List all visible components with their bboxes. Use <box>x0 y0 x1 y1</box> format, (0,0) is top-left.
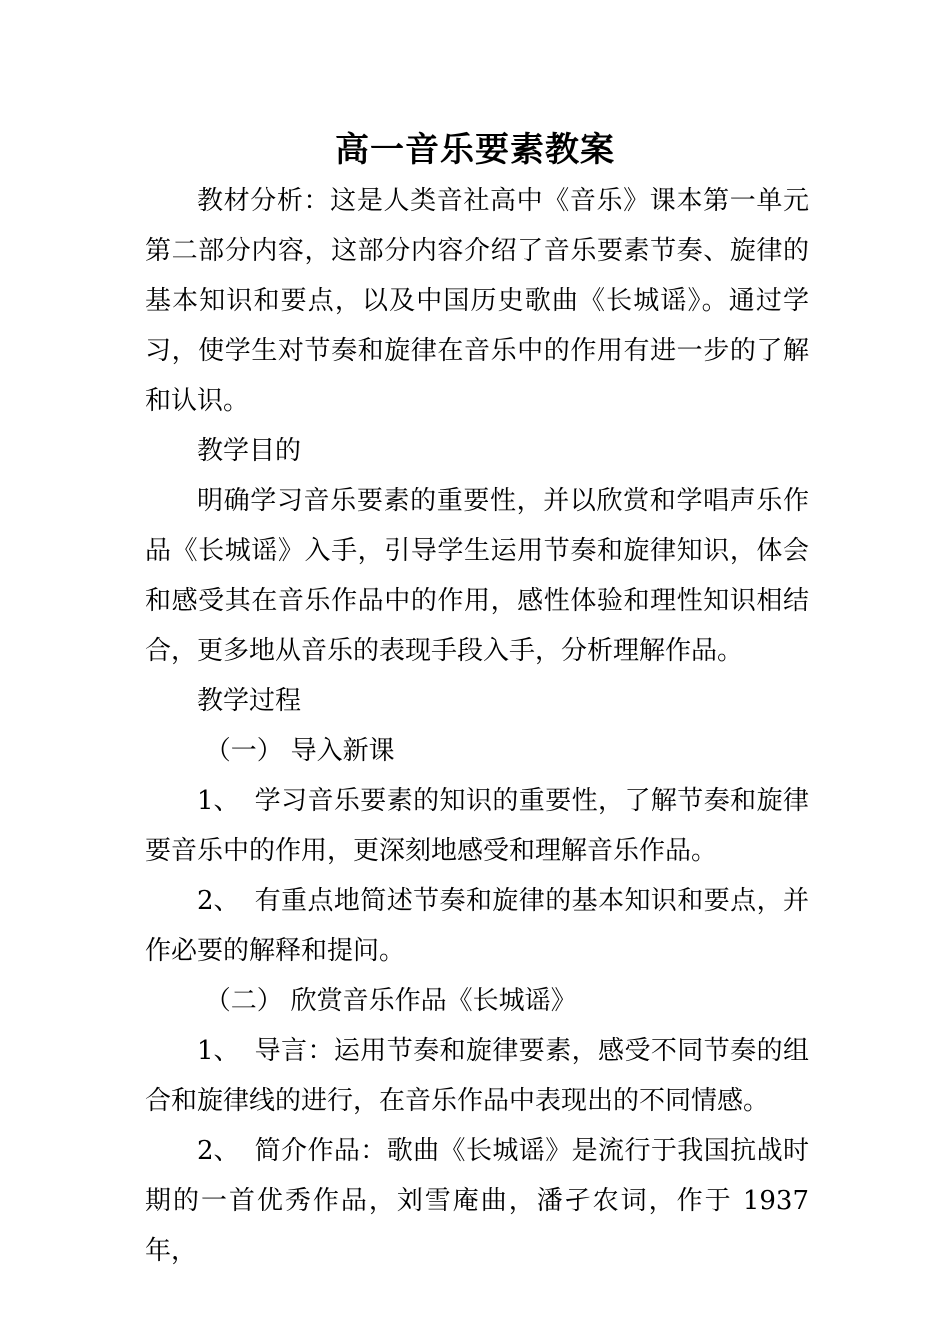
heading-teaching-goal: 教学目的 <box>197 436 302 466</box>
document-title: 高一音乐要素教案 <box>335 130 615 170</box>
paragraph-analysis: 教材分析：这是人类音社高中《音乐》课本第一单元第二部分内容，这部分内容介绍了音乐要素节奏、旋律的基本知识和要点，以及中国历史歌曲《长城谣》。通过学习，使学生对节奏和旋律在音乐中的作用有进一步的了解和认识。 <box>145 186 809 416</box>
item-text: 导言：运用节奏和旋律要素，感受不同节奏的组合和旋律线的进行，在音乐作品中表现出的不同情感。 <box>145 1036 809 1116</box>
heading-teaching-process: 教学过程 <box>197 686 302 716</box>
item-text: 简介作品：歌曲《长城谣》是流行于我国抗战时期的一首优秀作品，刘雪庵曲，潘孑农词，作于 1937 年， <box>145 1136 809 1266</box>
item-number: 1、 <box>197 1036 240 1066</box>
section-title-2: 欣赏音乐作品《长城谣》 <box>290 986 577 1016</box>
item-number: 1、 <box>197 786 240 816</box>
item-number: 2、 <box>197 886 240 916</box>
list-item <box>145 1126 809 1276</box>
section-title-1: 导入新课 <box>290 736 395 766</box>
list-item <box>145 776 809 876</box>
list-item <box>145 876 809 976</box>
paragraph-teaching-goal: 明确学习音乐要素的重要性，并以欣赏和学唱声乐作品《长城谣》入手，引导学生运用节奏和旋律知识，体会和感受其在音乐作品中的作用，感性体验和理性知识相结合，更多地从音乐的表现手段入手，分析理解作品。 <box>145 486 809 666</box>
item-number: 2、 <box>197 1136 240 1166</box>
section-heading-2 <box>145 976 809 1026</box>
section-number-1: （一） <box>204 736 283 766</box>
list-item <box>145 1026 809 1126</box>
section-number-2: （二） <box>204 986 283 1016</box>
section-heading-1 <box>145 726 809 776</box>
document-body <box>145 176 809 1276</box>
item-text: 有重点地简述节奏和旋律的基本知识和要点，并作必要的解释和提问。 <box>145 886 809 966</box>
item-text: 学习音乐要素的知识的重要性，了解节奏和旋律要音乐中的作用，更深刻地感受和理解音乐作品。 <box>145 786 809 866</box>
